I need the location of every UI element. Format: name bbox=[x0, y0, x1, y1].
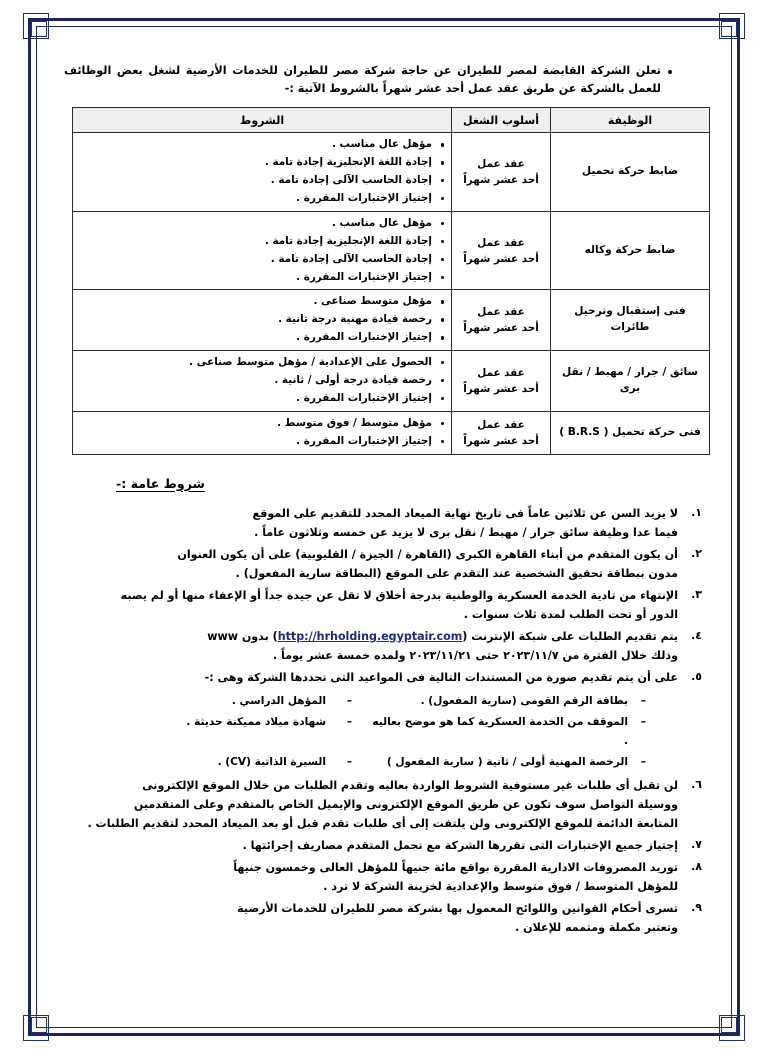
item-line: وذلك خلال الفترة من ٢٠٢٣/١١/٧ حتى ٢٠٢٣/١١/٢١ ولمده خمسة عشر يوماً . bbox=[272, 649, 678, 663]
header-mode: أسلوب الشغل bbox=[452, 108, 551, 133]
document-item: – بطاقة الرقم القومى (سارية المفعول) . bbox=[366, 692, 650, 711]
jobs-table-header bbox=[73, 108, 710, 133]
cell-mode bbox=[452, 211, 551, 290]
list-item-1 bbox=[62, 504, 704, 542]
item-number: ١. bbox=[691, 505, 702, 519]
document-item: – السيرة الذاتية (CV) . bbox=[72, 753, 356, 772]
application-website-link[interactable]: http://hrholding.egyptair.com bbox=[277, 630, 463, 643]
document-item: – شهادة ميلاد مميكنة حديثة . bbox=[72, 713, 356, 751]
item-line: إجتياز جميع الإختبارات التى تقررها الشركة مع تحمل المتقدم مصاريف إجرائتها . bbox=[242, 838, 678, 852]
item-line: لن تقبل أى طلبات غير مستوفية الشروط الواردة بعاليه وتقدم الطلبات من خلال الموقع الإلكترونى bbox=[142, 778, 678, 792]
document-item: – المؤهل الدراسي . bbox=[72, 692, 356, 711]
item-line: مدون ببطاقة تحقيق الشخصية عند التقدم على الموقع (البطاقة سارية المفعول) . bbox=[235, 566, 678, 580]
cell-job: سائق / جرار / مهبط / نقل برى bbox=[551, 351, 710, 412]
list-item-6 bbox=[62, 776, 704, 833]
cell-job: ضابط حركة تحميل bbox=[551, 133, 710, 212]
table-row bbox=[73, 211, 710, 290]
item-line: الدور أو تحت الطلب لمدة ثلاث سنوات . bbox=[463, 607, 678, 621]
item-number: ٣. bbox=[691, 587, 702, 601]
mode-line-2: أحد عشر شهراً bbox=[463, 174, 539, 187]
mode-line-1: عقد عمل bbox=[477, 306, 525, 319]
header-job: الوظيفة bbox=[551, 108, 710, 133]
list-item: إجادة الحاسب الآلى إجادة تامة . bbox=[78, 251, 446, 269]
list-item-7 bbox=[62, 836, 704, 855]
list-item: إجتياز الإختبارات المقررة . bbox=[78, 190, 446, 208]
item-number: ٦. bbox=[691, 777, 702, 791]
item-number: ٤. bbox=[691, 629, 702, 642]
item-line: تسرى أحكام القوانين واللوائح المعمول بها بشركة مصر للطيران للخدمات الأرضية bbox=[237, 902, 678, 916]
cell-job: ضابط حركة وكاله bbox=[551, 211, 710, 290]
general-conditions-heading bbox=[58, 473, 664, 492]
mode-line-1: عقد عمل bbox=[477, 418, 525, 431]
list-item: مؤهل متوسط صناعى . bbox=[78, 293, 446, 311]
corner-knot-inner-top-right-icon bbox=[721, 21, 737, 37]
list-item: مؤهل متوسط / فوق متوسط . bbox=[78, 415, 446, 433]
list-item: إجتياز الإختبارات المقررة . bbox=[78, 433, 446, 451]
item-number: ٢. bbox=[691, 546, 702, 560]
list-item: الحصول على الإعدادية / مؤهل متوسط صناعى . bbox=[78, 354, 446, 372]
conditions-list bbox=[78, 293, 446, 347]
general-conditions-heading-text: شروط عامة :- bbox=[116, 475, 205, 491]
list-item: مؤهل عال مناسب . bbox=[78, 215, 446, 233]
bullet-dot-icon bbox=[668, 70, 672, 74]
item-line: أن يكون المتقدم من أبناء القاهرة الكبرى (القاهرة / الجيزة / القليوبية) على أن يكون العنوان bbox=[177, 547, 678, 561]
conditions-list bbox=[78, 354, 446, 408]
corner-knot-inner-top-left-icon bbox=[31, 21, 47, 37]
cell-mode bbox=[452, 133, 551, 212]
list-item: إجادة الحاسب الآلى إجادة تامة . bbox=[78, 172, 446, 190]
intro-line-1: تعلن الشركة القابضة لمصر للطيران عن حاجة شركة مصر للطيران للخدمات الأرضية لشغل بعض الوظائف bbox=[64, 64, 661, 77]
item-line: على أن يتم تقديم صورة من المستندات التالية فى المواعيد التى تحددها الشركة وهى :- bbox=[204, 671, 678, 685]
list-item-5 bbox=[62, 668, 704, 771]
mode-line-1: عقد عمل bbox=[477, 236, 525, 249]
item-line: لا يزيد السن عن ثلاثين عاماً فى تاريخ نهاية الميعاد المحدد للتقديم على الموقع bbox=[252, 506, 678, 520]
item-number: ٥. bbox=[691, 670, 702, 684]
cell-conditions bbox=[73, 411, 452, 454]
cell-job: فنى حركة تحميل ( B.R.S ) bbox=[551, 411, 710, 454]
item-line: وتعتبر مكملة ومتممه للإعلان . bbox=[515, 921, 678, 935]
intro-text bbox=[64, 62, 661, 98]
header-conditions: الشروط bbox=[73, 108, 452, 133]
list-item: إجتياز الإختبارات المقررة . bbox=[78, 390, 446, 408]
document-content bbox=[58, 62, 710, 940]
item-number: ٧. bbox=[691, 837, 702, 851]
mode-line-2: أحد عشر شهراً bbox=[463, 322, 539, 335]
conditions-list bbox=[78, 136, 446, 208]
cell-mode bbox=[452, 351, 551, 412]
mode-line-2: أحد عشر شهراً bbox=[463, 382, 539, 395]
list-item: رخصة قيادة مهنية درجة ثانية . bbox=[78, 311, 446, 329]
list-item-3 bbox=[62, 586, 704, 624]
item-line: ووسيلة التواصل سوف تكون عن طريق الموقع الإلكترونى والإيميل الخاص بالمتقدم وعلى المتقدمين bbox=[133, 797, 678, 811]
conditions-list bbox=[78, 415, 446, 451]
table-row bbox=[73, 290, 710, 351]
list-item-8 bbox=[62, 858, 704, 896]
item-line: المتابعة الدائمة للموقع الإلكترونى ولن يلتفت إلى أى طلبات تقدم قبل أو بعد الميعاد المحدد لتقديم الطلبات . bbox=[87, 816, 678, 830]
list-item: رخصة قيادة درجة أولى / ثانية . bbox=[78, 372, 446, 390]
item-line-with-link: يتم تقديم الطلبات على شبكة الإنترنت (http://hrholding.egyptair.com) بدون www bbox=[207, 630, 678, 643]
cell-mode bbox=[452, 290, 551, 351]
item-number: ٩. bbox=[691, 901, 702, 915]
corner-knot-inner-bottom-right-icon bbox=[721, 1017, 737, 1033]
list-item: إجادة اللغة الإنجليزية إجادة تامة . bbox=[78, 233, 446, 251]
cell-conditions bbox=[73, 351, 452, 412]
list-item: إجادة اللغة الإنجليزية إجادة تامة . bbox=[78, 154, 446, 172]
mode-line-2: أحد عشر شهراً bbox=[463, 252, 539, 265]
list-item-9 bbox=[62, 899, 704, 937]
item-line: توريد المصروفات الادارية المقررة بواقع مائة جنيهاً للمؤهل العالى وخمسون جنيهاً bbox=[233, 860, 678, 874]
item-line: الإنتهاء من تادية الخدمة العسكرية والوطنية بدرجة أخلاق لا تقل عن جيدة جداً أو الإعفاء منها أو لم يصبه bbox=[120, 588, 678, 602]
table-row bbox=[73, 133, 710, 212]
conditions-list bbox=[78, 215, 446, 287]
document-item: – الرخصة المهنية أولى / ثانية ( سارية المفعول ) bbox=[366, 753, 650, 772]
cell-mode bbox=[452, 411, 551, 454]
mode-line-1: عقد عمل bbox=[477, 366, 525, 379]
jobs-table-body bbox=[73, 133, 710, 454]
list-item: إجتياز الإختبارات المقررة . bbox=[78, 329, 446, 347]
corner-knot-inner-bottom-left-icon bbox=[31, 1017, 47, 1033]
list-item: مؤهل عال مناسب . bbox=[78, 136, 446, 154]
list-item-4 bbox=[62, 627, 704, 665]
cell-conditions bbox=[73, 290, 452, 351]
cell-job: فنى إستقبال وترحيل طائرات bbox=[551, 290, 710, 351]
table-row bbox=[73, 411, 710, 454]
intro-line-2: للعمل بالشركة عن طريق عقد عمل أحد عشر شهراً بالشروط الآتية :- bbox=[284, 82, 661, 96]
jobs-table bbox=[72, 107, 710, 454]
general-conditions-list bbox=[62, 504, 704, 938]
cell-conditions bbox=[73, 133, 452, 212]
list-item: إجتياز الإختبارات المقررة . bbox=[78, 269, 446, 287]
mode-line-1: عقد عمل bbox=[477, 157, 525, 170]
list-item-2 bbox=[62, 545, 704, 583]
intro-paragraph bbox=[64, 62, 672, 98]
item-number: ٨. bbox=[691, 859, 702, 873]
table-header-row bbox=[73, 108, 710, 133]
item-line: فيما عدا وظيفة سائق جرار / مهبط / نقل برى لا يزيد عن خمسه وثلاثون عاماً . bbox=[254, 525, 678, 539]
cell-conditions bbox=[73, 211, 452, 290]
required-documents-grid bbox=[72, 692, 650, 771]
table-row bbox=[73, 351, 710, 412]
mode-line-2: أحد عشر شهراً bbox=[463, 434, 539, 447]
document-item: – الموقف من الخدمة العسكرية كما هو موضح بعاليه . bbox=[366, 713, 650, 751]
item-line: للمؤهل المتوسط / فوق متوسط والإعدادية لخزينة الشركة لا ترد . bbox=[323, 880, 678, 893]
